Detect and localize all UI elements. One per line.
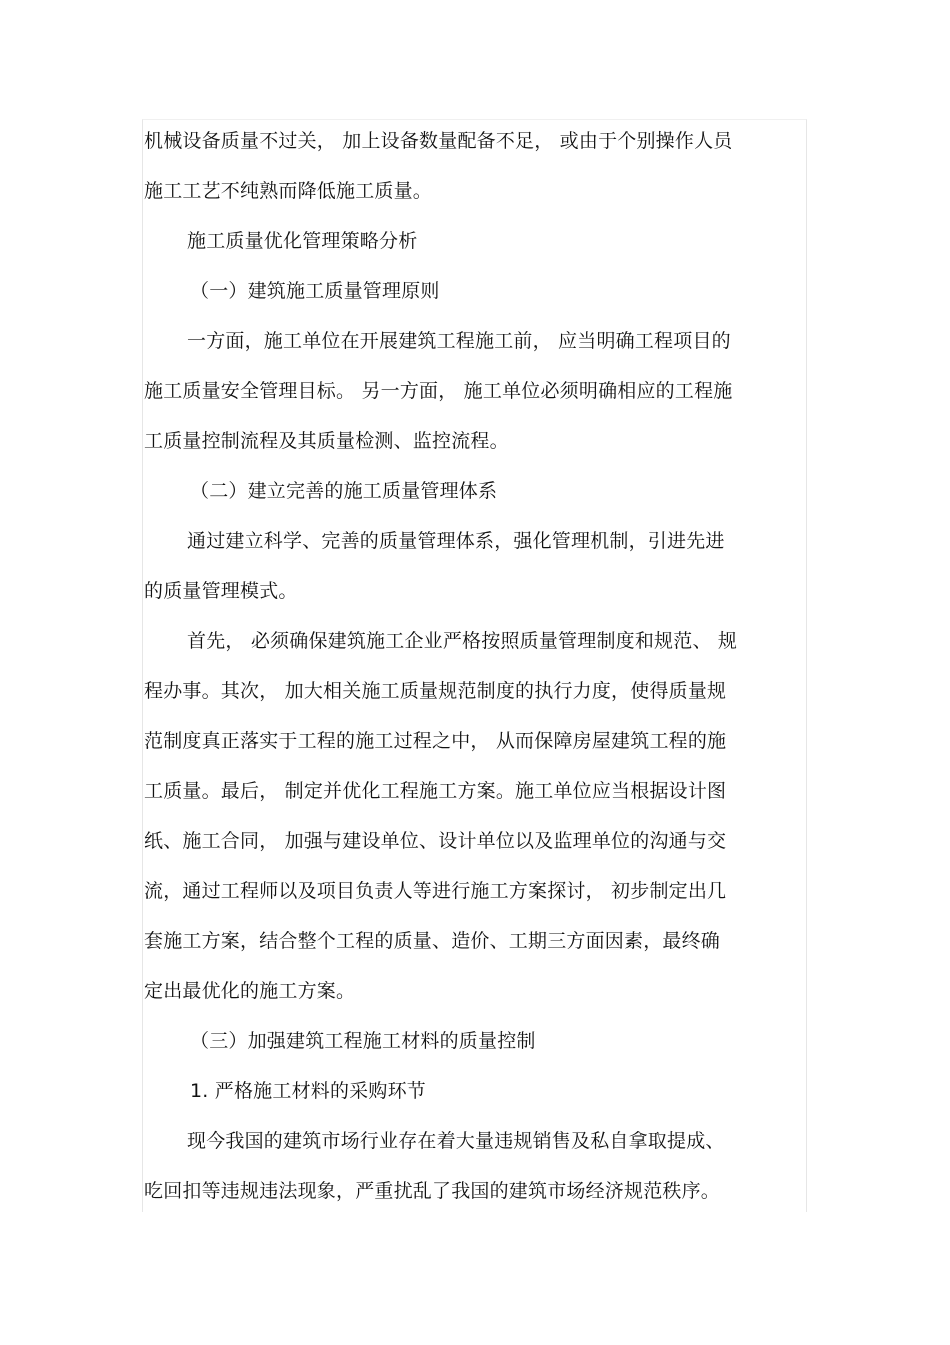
body-text-line: 的质量管理模式。 [144, 580, 298, 602]
body-text-line: 程办事。其次， 加大相关施工质量规范制度的执行力度，使得质量规 [144, 680, 727, 702]
numbered-heading: 1. 严格施工材料的采购环节 [190, 1080, 426, 1102]
body-text-line: 施工质量安全管理目标。 另一方面， 施工单位必须明确相应的工程施 [144, 380, 733, 402]
body-text-line: 机械设备质量不过关， 加上设备数量配备不足， 或由于个别操作人员 [144, 130, 733, 152]
body-text-line: 套施工方案，结合整个工程的质量、造价、工期三方面因素，最终确 [144, 930, 721, 952]
body-text-line: 定出最优化的施工方案。 [144, 980, 356, 1002]
body-text-line: 范制度真正落实于工程的施工过程之中， 从而保障房屋建筑工程的施 [144, 730, 727, 752]
body-text-line: 通过建立科学、完善的质量管理体系，强化管理机制，引进先进 [187, 530, 725, 552]
body-text-line: 纸、施工合同， 加强与建设单位、设计单位以及监理单位的沟通与交 [144, 830, 727, 852]
subsection-heading: （三）加强建筑工程施工材料的质量控制 [190, 1030, 536, 1052]
body-text-line: 吃回扣等违规违法现象，严重扰乱了我国的建筑市场经济规范秩序。 [144, 1180, 721, 1202]
body-text-line: 首先， 必须确保建筑施工企业严格按照质量管理制度和规范、 规 [187, 630, 738, 652]
body-text-line: 一方面，施工单位在开展建筑工程施工前， 应当明确工程项目的 [187, 330, 731, 352]
body-text-line: 现今我国的建筑市场行业存在着大量违规销售及私自拿取提成、 [187, 1130, 725, 1152]
section-heading: 施工质量优化管理策略分析 [187, 230, 418, 252]
subsection-heading: （二）建立完善的施工质量管理体系 [190, 480, 498, 502]
body-text-line: 施工工艺不纯熟而降低施工质量。 [144, 180, 433, 202]
body-text-line: 工质量。最后， 制定并优化工程施工方案。施工单位应当根据设计图 [144, 780, 727, 802]
body-text-line: 工质量控制流程及其质量检测、监控流程。 [144, 430, 509, 452]
subsection-heading: （一）建筑施工质量管理原则 [190, 280, 440, 302]
body-text-line: 流，通过工程师以及项目负责人等进行施工方案探讨， 初步制定出几 [144, 880, 727, 902]
